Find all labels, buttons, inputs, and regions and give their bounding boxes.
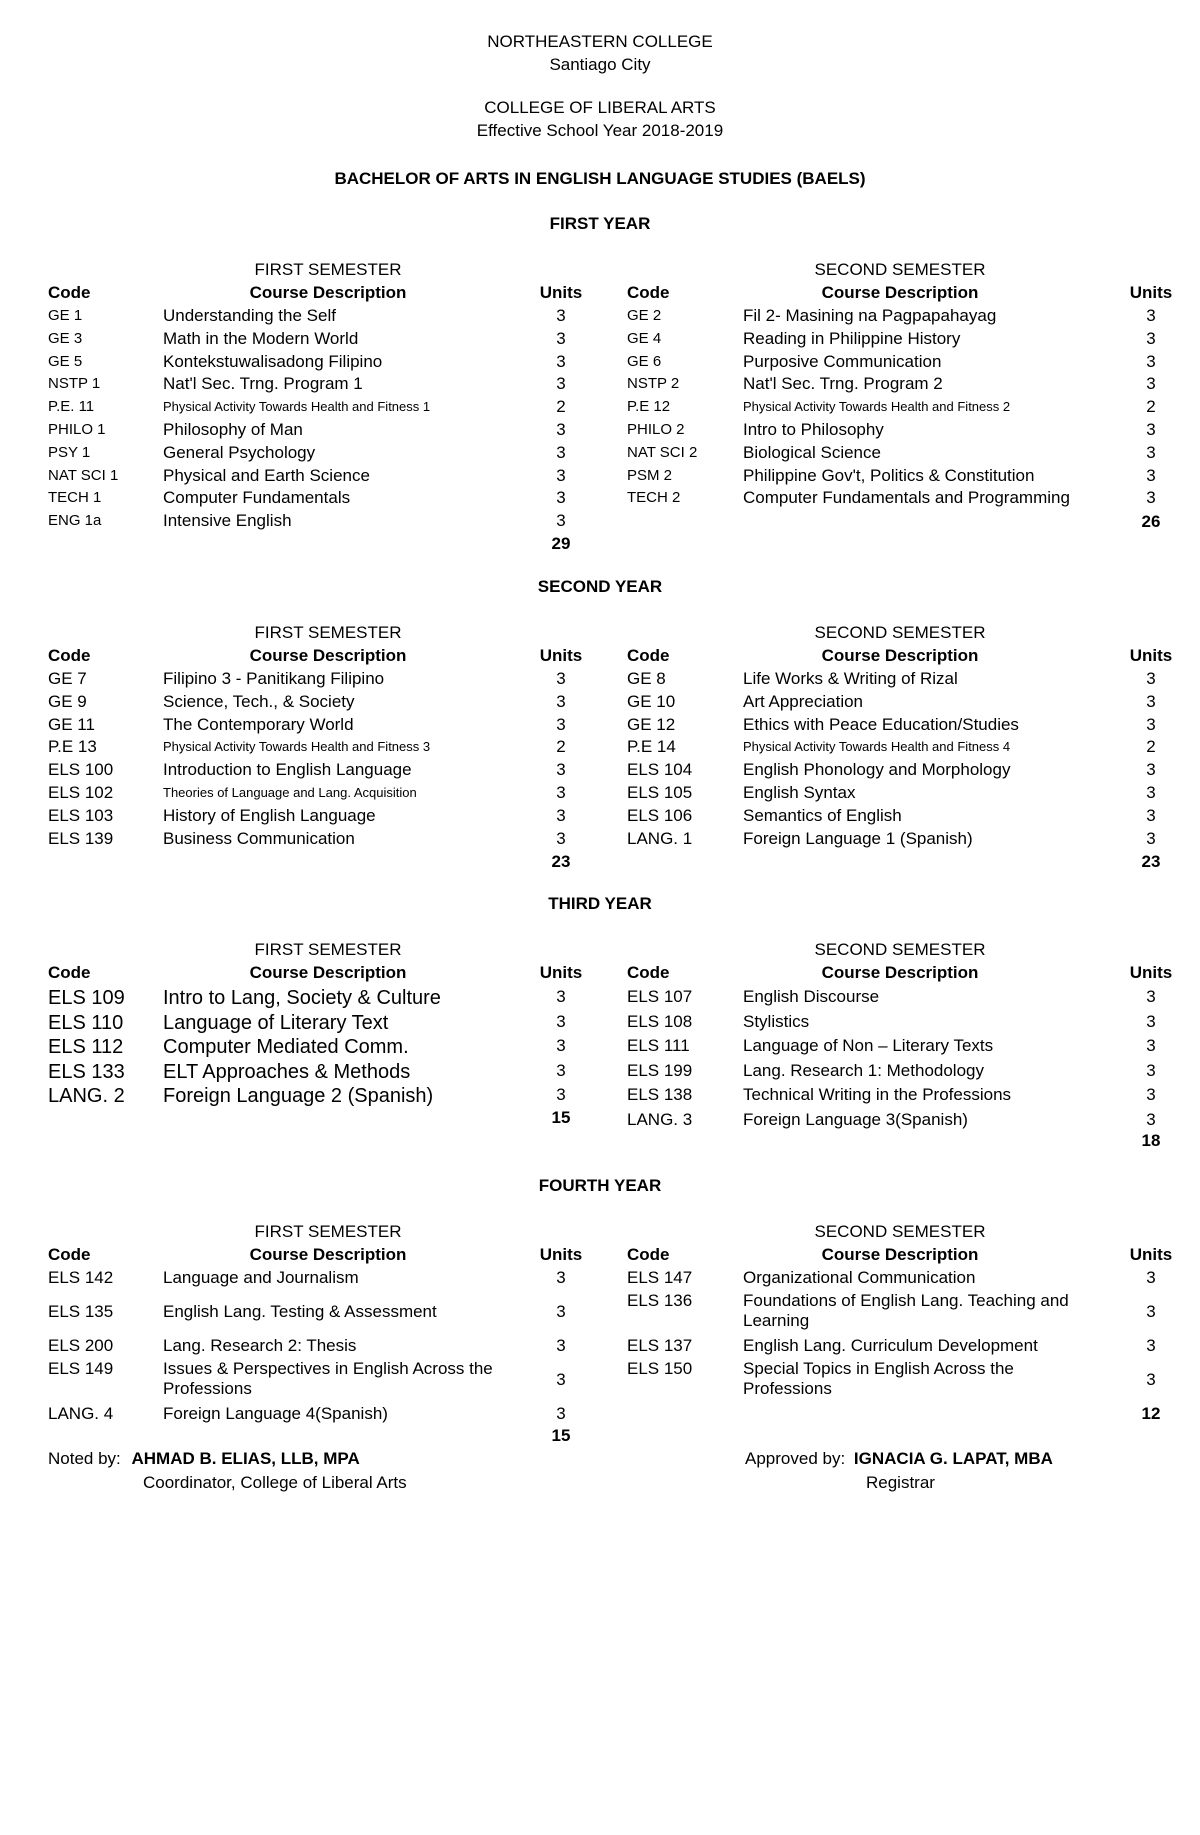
- course-units: 3: [556, 306, 566, 325]
- course-description: Stylistics: [743, 1011, 810, 1031]
- column-header-description: Course Description: [249, 1245, 407, 1264]
- year-title: FIRST YEAR: [549, 214, 651, 233]
- noted-by-title: Coordinator, College of Liberal Arts: [143, 1473, 407, 1492]
- course-description: Foreign Language 3(Spanish): [743, 1109, 968, 1129]
- course-code: ELS 109: [48, 987, 125, 1009]
- course-description: Computer Fundamentals: [163, 488, 351, 508]
- course-description: Language of Literary Text: [163, 1011, 389, 1034]
- semester-total-units: 15: [551, 1426, 571, 1445]
- course-code: ELS 105: [627, 783, 693, 802]
- course-description: Intro to Lang, Society & Culture: [163, 987, 441, 1009]
- course-units: 3: [556, 1302, 566, 1321]
- course-code: GE 12: [627, 714, 676, 734]
- column-header-description: Course Description: [249, 646, 407, 665]
- course-description: Foreign Language 2 (Spanish): [163, 1085, 434, 1107]
- course-units: 3: [556, 828, 566, 848]
- course-description: Foundations of English Lang. Teaching and Learning: [743, 1291, 1069, 1330]
- course-code: PSY 1: [48, 443, 91, 461]
- course-description: Theories of Language and Lang. Acquisition: [163, 785, 417, 800]
- course-code: ELS 104: [627, 760, 693, 780]
- course-code: ELS 110: [48, 1011, 124, 1034]
- course-units: 3: [556, 1085, 566, 1104]
- course-code: ELS 106: [627, 805, 693, 825]
- course-code: ELS 103: [48, 805, 114, 825]
- course-description: English Lang. Testing & Assessment: [163, 1302, 437, 1321]
- column-header-code: Code: [627, 963, 670, 982]
- course-code: P.E 14: [627, 737, 676, 757]
- year-title: FOURTH YEAR: [538, 1176, 662, 1195]
- course-code: ELS 107: [627, 987, 693, 1006]
- course-description: Philosophy of Man: [163, 420, 303, 439]
- course-units: 3: [556, 420, 566, 439]
- course-units: 2: [556, 737, 566, 757]
- course-units: 3: [556, 351, 566, 371]
- column-header-code: Code: [48, 963, 91, 982]
- semester-title: FIRST SEMESTER: [254, 1222, 402, 1241]
- course-code: GE 3: [48, 329, 83, 347]
- semester-title: FIRST SEMESTER: [254, 623, 402, 642]
- semester-title: SECOND SEMESTER: [814, 940, 986, 959]
- course-units: 3: [1146, 1036, 1156, 1055]
- institution-name: NORTHEASTERN COLLEGE: [487, 32, 713, 51]
- course-code: GE 10: [627, 691, 676, 711]
- course-description: Intensive English: [163, 511, 292, 531]
- course-units: 3: [1146, 1060, 1156, 1080]
- course-units: 3: [556, 714, 566, 734]
- course-code: LANG. 4: [48, 1404, 114, 1423]
- course-units: 3: [1146, 783, 1156, 802]
- course-code: NSTP 2: [627, 375, 680, 393]
- semester-total-units: 12: [1141, 1404, 1161, 1423]
- course-code: ENG 1a: [48, 512, 102, 530]
- semester-title: FIRST SEMESTER: [254, 940, 402, 959]
- course-units: 3: [1146, 488, 1156, 508]
- course-description: Lang. Research 1: Methodology: [743, 1060, 984, 1080]
- course-units: 2: [1146, 737, 1156, 757]
- column-header-code: Code: [48, 283, 91, 302]
- course-description: English Discourse: [743, 987, 880, 1006]
- semester-title: FIRST SEMESTER: [254, 260, 402, 279]
- course-description: Language of Non – Literary Texts: [743, 1036, 994, 1055]
- course-units: 3: [556, 691, 566, 711]
- approved-by-label: Approved by:: [745, 1449, 846, 1468]
- column-header-units: Units: [539, 646, 583, 665]
- course-description: Filipino 3 - Panitikang Filipino: [163, 669, 385, 688]
- course-description: Kontekstuwalisadong Filipino: [163, 351, 383, 371]
- institution-city: Santiago City: [549, 55, 651, 74]
- year-title: SECOND YEAR: [537, 577, 663, 596]
- course-units: 3: [1146, 328, 1156, 348]
- program-title: BACHELOR OF ARTS IN ENGLISH LANGUAGE STUDIES (BAELS): [334, 169, 866, 188]
- course-units: 3: [556, 760, 566, 780]
- course-units: 3: [1146, 805, 1156, 825]
- column-header-code: Code: [48, 646, 91, 665]
- course-code: PHILO 2: [627, 421, 685, 438]
- course-description: Nat'l Sec. Trng. Program 2: [743, 374, 943, 394]
- course-code: PSM 2: [627, 466, 673, 484]
- course-code: GE 4: [627, 329, 662, 347]
- column-header-units: Units: [539, 963, 583, 982]
- course-units: 3: [1146, 760, 1156, 780]
- course-units: 3: [1146, 691, 1156, 711]
- course-units: 3: [556, 1336, 566, 1355]
- course-description: English Syntax: [743, 783, 856, 802]
- course-code: ELS 200: [48, 1336, 114, 1355]
- course-code: ELS 136: [627, 1291, 693, 1310]
- course-code: P.E 13: [48, 737, 97, 757]
- course-units: 3: [1146, 442, 1156, 462]
- course-description: Introduction to English Language: [163, 760, 412, 780]
- course-units: 3: [1146, 1085, 1156, 1104]
- noted-by-name: AHMAD B. ELIAS, LLB, MPA: [131, 1449, 360, 1468]
- course-description: Special Topics in English Across the Professions: [743, 1359, 1014, 1398]
- course-description: Semantics of English: [743, 805, 902, 825]
- course-description: Computer Mediated Comm.: [163, 1036, 409, 1058]
- course-units: 3: [556, 465, 566, 485]
- course-description: Intro to Philosophy: [743, 420, 884, 439]
- approved-by-title: Registrar: [866, 1473, 935, 1492]
- course-code: GE 5: [48, 352, 83, 370]
- course-code: GE 1: [48, 307, 83, 324]
- column-header-description: Course Description: [249, 283, 407, 302]
- course-units: 3: [1146, 828, 1156, 848]
- course-units: 3: [556, 1011, 566, 1031]
- course-units: 3: [556, 987, 566, 1006]
- course-code: GE 6: [627, 352, 662, 370]
- course-units: 3: [1146, 1336, 1156, 1355]
- course-units: 3: [1146, 306, 1156, 325]
- course-units: 3: [556, 1404, 566, 1423]
- course-code: ELS 100: [48, 760, 114, 780]
- column-header-description: Course Description: [821, 283, 979, 302]
- course-code: ELS 135: [48, 1302, 114, 1321]
- course-code: ELS 111: [627, 1036, 690, 1055]
- course-units: 3: [1146, 465, 1156, 485]
- course-units: 3: [1146, 987, 1156, 1006]
- course-units: 3: [556, 488, 566, 508]
- course-description: Fil 2- Masining na Pagpapahayag: [743, 306, 997, 325]
- column-header-units: Units: [1129, 283, 1173, 302]
- course-code: GE 2: [627, 307, 662, 324]
- column-header-code: Code: [627, 283, 670, 302]
- course-description: Art Appreciation: [743, 691, 864, 711]
- course-code: ELS 147: [627, 1268, 693, 1287]
- course-description: Understanding the Self: [163, 306, 336, 325]
- course-description: Reading in Philippine History: [743, 328, 961, 348]
- course-description: History of English Language: [163, 805, 376, 825]
- course-code: ELS 142: [48, 1268, 114, 1287]
- course-description: The Contemporary World: [163, 714, 354, 734]
- course-description: Physical Activity Towards Health and Fitness 4: [743, 739, 1011, 755]
- course-code: TECH 1: [48, 489, 102, 507]
- course-description: Lang. Research 2: Thesis: [163, 1336, 357, 1355]
- course-description: Physical Activity Towards Health and Fitness 2: [743, 399, 1011, 415]
- semester-title: SECOND SEMESTER: [814, 260, 986, 279]
- column-header-units: Units: [1129, 963, 1173, 982]
- semester-title: SECOND SEMESTER: [814, 623, 986, 642]
- course-units: 3: [1146, 1109, 1156, 1129]
- course-code: ELS 199: [627, 1060, 693, 1080]
- course-units: 3: [556, 783, 566, 802]
- course-code: ELS 112: [48, 1036, 124, 1058]
- course-description: Life Works & Writing of Rizal: [743, 669, 958, 688]
- column-header-units: Units: [539, 283, 583, 302]
- course-code: ELS 150: [627, 1359, 693, 1378]
- course-description: Science, Tech., & Society: [163, 691, 355, 711]
- course-description: Computer Fundamentals and Programming: [743, 488, 1070, 508]
- course-units: 3: [1146, 1011, 1156, 1031]
- column-header-description: Course Description: [249, 963, 407, 982]
- course-code: GE 9: [48, 691, 87, 711]
- course-code: NAT SCI 2: [627, 443, 698, 461]
- course-units: 3: [1146, 374, 1156, 394]
- semester-total-units: 29: [551, 534, 571, 553]
- course-code: TECH 2: [627, 489, 681, 507]
- course-units: 3: [556, 1060, 566, 1080]
- course-code: P.E 12: [627, 398, 671, 416]
- course-code: ELS 133: [48, 1060, 125, 1083]
- course-code: GE 8: [627, 669, 666, 688]
- course-units: 3: [556, 328, 566, 348]
- column-header-code: Code: [627, 1245, 670, 1264]
- course-units: 3: [556, 1268, 566, 1287]
- course-code: ELS 138: [627, 1085, 693, 1104]
- column-header-code: Code: [48, 1245, 91, 1264]
- course-units: 2: [1146, 397, 1156, 417]
- course-description: Foreign Language 4(Spanish): [163, 1404, 388, 1423]
- approved-by-block: [745, 1448, 1053, 1470]
- college-name: COLLEGE OF LIBERAL ARTS: [484, 98, 716, 117]
- course-code: GE 7: [48, 669, 87, 688]
- semester-total-units: 18: [1141, 1131, 1161, 1150]
- effective-school-year: Effective School Year 2018-2019: [476, 121, 724, 140]
- course-description: Ethics with Peace Education/Studies: [743, 714, 1019, 734]
- course-description: Biological Science: [743, 442, 881, 462]
- course-units: 3: [556, 805, 566, 825]
- course-units: 3: [556, 669, 566, 688]
- column-header-description: Course Description: [821, 963, 979, 982]
- course-description: ELT Approaches & Methods: [163, 1060, 411, 1083]
- column-header-units: Units: [1129, 1245, 1173, 1264]
- course-units: 3: [556, 1036, 566, 1055]
- course-code: NSTP 1: [48, 375, 101, 393]
- course-description: Language and Journalism: [163, 1268, 359, 1287]
- course-code: GE 11: [48, 714, 95, 734]
- course-code: ELS 102: [48, 783, 114, 802]
- course-description: Foreign Language 1 (Spanish): [743, 828, 973, 848]
- course-description: Issues & Perspectives in English Across the Professions: [163, 1359, 493, 1398]
- column-header-units: Units: [1129, 646, 1173, 665]
- course-units: 3: [1146, 1268, 1156, 1287]
- course-code: ELS 139: [48, 828, 114, 848]
- course-description: General Psychology: [163, 442, 316, 462]
- course-description: Math in the Modern World: [163, 328, 359, 348]
- column-header-description: Course Description: [821, 646, 979, 665]
- year-title: THIRD YEAR: [548, 894, 652, 913]
- course-code: ELS 137: [627, 1336, 693, 1355]
- course-description: Purposive Communication: [743, 351, 942, 371]
- semester-total-units: 26: [1141, 512, 1161, 531]
- course-description: Business Communication: [163, 828, 355, 848]
- column-header-units: Units: [539, 1245, 583, 1264]
- column-header-description: Course Description: [821, 1245, 979, 1264]
- course-units: 3: [1146, 669, 1156, 688]
- course-code: PHILO 1: [48, 421, 106, 438]
- course-units: 3: [556, 374, 566, 394]
- course-code: ELS 149: [48, 1359, 114, 1378]
- course-units: 3: [1146, 714, 1156, 734]
- course-code: ELS 108: [627, 1011, 693, 1031]
- course-units: 3: [1146, 1370, 1156, 1389]
- noted-by-label: Noted by:: [48, 1449, 121, 1468]
- course-units: 3: [1146, 1302, 1156, 1321]
- course-code: LANG. 2: [48, 1085, 125, 1107]
- course-description: English Phonology and Morphology: [743, 760, 1011, 780]
- course-description: Organizational Communication: [743, 1268, 976, 1287]
- course-code: NAT SCI 1: [48, 466, 119, 484]
- semester-total-units: 15: [551, 1108, 571, 1127]
- course-description: Physical and Earth Science: [163, 465, 370, 485]
- course-description: Physical Activity Towards Health and Fitness 3: [163, 739, 431, 755]
- course-units: 3: [556, 511, 566, 531]
- course-units: 3: [1146, 420, 1156, 439]
- semester-title: SECOND SEMESTER: [814, 1222, 986, 1241]
- approved-by-name: IGNACIA G. LAPAT, MBA: [853, 1449, 1053, 1468]
- course-description: Nat'l Sec. Trng. Program 1: [163, 374, 363, 394]
- course-description: English Lang. Curriculum Development: [743, 1336, 1038, 1355]
- course-description: Technical Writing in the Professions: [743, 1085, 1012, 1104]
- course-units: 3: [556, 442, 566, 462]
- course-description: Philippine Gov't, Politics & Constitution: [743, 465, 1035, 485]
- course-code: LANG. 3: [627, 1109, 693, 1129]
- course-code: LANG. 1: [627, 828, 693, 848]
- noted-by-block: [48, 1448, 360, 1470]
- course-units: 2: [556, 397, 566, 417]
- column-header-code: Code: [627, 646, 670, 665]
- course-code: P.E. 11: [48, 398, 95, 416]
- course-description: Physical Activity Towards Health and Fitness 1: [163, 399, 431, 415]
- semester-total-units: 23: [1141, 852, 1161, 871]
- course-units: 3: [1146, 351, 1156, 371]
- semester-total-units: 23: [551, 852, 571, 871]
- course-units: 3: [556, 1370, 566, 1389]
